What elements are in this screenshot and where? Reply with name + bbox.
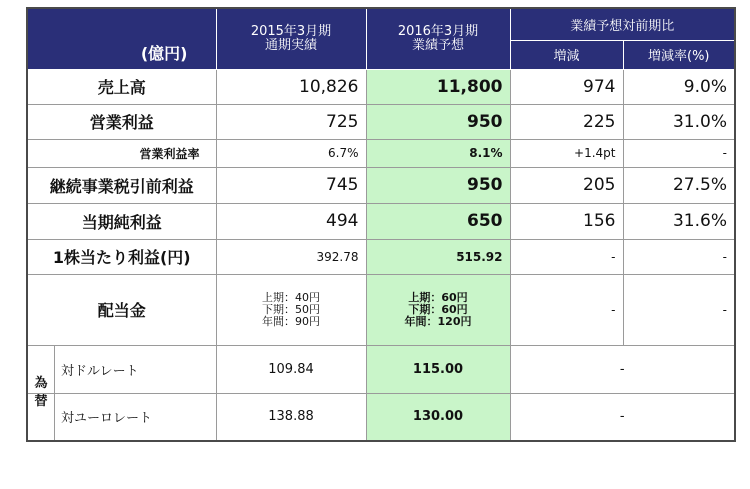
rate-value: - bbox=[623, 139, 735, 167]
change-value: +1.4pt bbox=[510, 139, 623, 167]
table-row-eps bbox=[27, 239, 735, 274]
fy2016-value: 130.00 bbox=[366, 393, 510, 441]
change-value: 205 bbox=[510, 167, 623, 203]
table-row-operating-income bbox=[27, 104, 735, 139]
fx-usd-label: 対ドルレート bbox=[61, 363, 139, 379]
fx-side-label-bottom bbox=[28, 394, 55, 440]
fx-usd-label-cell bbox=[27, 345, 216, 393]
fy2016-value: 8.1% bbox=[366, 139, 510, 167]
table-row-fx-usd bbox=[27, 345, 735, 393]
fy2016-dividend bbox=[366, 274, 510, 345]
table-row-pretax-income bbox=[27, 167, 735, 203]
row-label: 売上高 bbox=[27, 69, 216, 104]
change-value: - bbox=[510, 274, 623, 345]
change-value: 974 bbox=[510, 69, 623, 104]
rate-value: - bbox=[623, 274, 735, 345]
row-label: 営業利益率 bbox=[27, 139, 216, 167]
change-value: 156 bbox=[510, 203, 623, 239]
dividend-second-half: 下期：60円 bbox=[408, 302, 468, 316]
fx-side-char-2: 替 bbox=[34, 393, 48, 409]
dividend-annual: 年間：120円 bbox=[404, 314, 472, 328]
unit-label: (億円) bbox=[27, 8, 216, 69]
fx-eur-label: 対ユーロレート bbox=[61, 411, 153, 426]
fx-eur-label-cell bbox=[27, 393, 216, 441]
fy2016-value: 515.92 bbox=[366, 239, 510, 274]
fy2015-value: 745 bbox=[216, 167, 366, 203]
table-row-net-income bbox=[27, 203, 735, 239]
rate-value: 31.6% bbox=[623, 203, 735, 239]
table-row-dividend bbox=[27, 274, 735, 345]
fy2016-value: 115.00 bbox=[366, 345, 510, 393]
change-value: 225 bbox=[510, 104, 623, 139]
compare-value: - bbox=[510, 345, 735, 393]
fy2016-value: 950 bbox=[366, 104, 510, 139]
fy2015-value: 109.84 bbox=[216, 345, 366, 393]
header-change: 増減 bbox=[510, 40, 623, 69]
table-row-operating-margin bbox=[27, 139, 735, 167]
row-label: 1株当たり利益(円) bbox=[27, 239, 216, 274]
forecast-table-container bbox=[26, 7, 736, 442]
dividend-annual: 年間：90円 bbox=[262, 314, 320, 328]
row-label: 当期純利益 bbox=[27, 203, 216, 239]
header-fy2015-period: 2015年3月期 bbox=[250, 23, 332, 39]
rate-value: 9.0% bbox=[623, 69, 735, 104]
header-fy2015-type: 通期実績 bbox=[264, 37, 317, 53]
fy2015-dividend bbox=[216, 274, 366, 345]
rate-value: 27.5% bbox=[623, 167, 735, 203]
row-label: 配当金 bbox=[27, 274, 216, 345]
header-compare: 業績予想対前期比 bbox=[510, 8, 735, 40]
earnings-forecast-table bbox=[26, 7, 736, 442]
fy2015-value: 494 bbox=[216, 203, 366, 239]
compare-value: - bbox=[510, 393, 735, 441]
fy2015-value: 6.7% bbox=[216, 139, 366, 167]
dividend-second-half: 下期：50円 bbox=[262, 302, 320, 316]
fx-side-char-1: 為 bbox=[34, 375, 48, 391]
fy2015-value: 10,826 bbox=[216, 69, 366, 104]
fx-side-label-top bbox=[28, 346, 55, 393]
header-row-top bbox=[27, 8, 735, 40]
dividend-first-half: 上期：40円 bbox=[262, 290, 320, 304]
row-label: 営業利益 bbox=[27, 104, 216, 139]
header-fy2016-type: 業績予想 bbox=[411, 37, 464, 53]
fy2016-value: 950 bbox=[366, 167, 510, 203]
fy2015-value: 725 bbox=[216, 104, 366, 139]
header-change-rate: 増減率(%) bbox=[623, 40, 735, 69]
header-fy2016-period: 2016年3月期 bbox=[397, 23, 479, 39]
fy2015-value: 138.88 bbox=[216, 393, 366, 441]
table-row-revenue bbox=[27, 69, 735, 104]
rate-value: - bbox=[623, 239, 735, 274]
dividend-first-half: 上期：60円 bbox=[408, 290, 468, 304]
header-fy2015 bbox=[216, 8, 366, 69]
fy2016-value: 650 bbox=[366, 203, 510, 239]
fy2016-value: 11,800 bbox=[366, 69, 510, 104]
table-row-fx-eur bbox=[27, 393, 735, 441]
fy2015-value: 392.78 bbox=[216, 239, 366, 274]
rate-value: 31.0% bbox=[623, 104, 735, 139]
row-label: 継続事業税引前利益 bbox=[27, 167, 216, 203]
change-value: - bbox=[510, 239, 623, 274]
header-fy2016 bbox=[366, 8, 510, 69]
